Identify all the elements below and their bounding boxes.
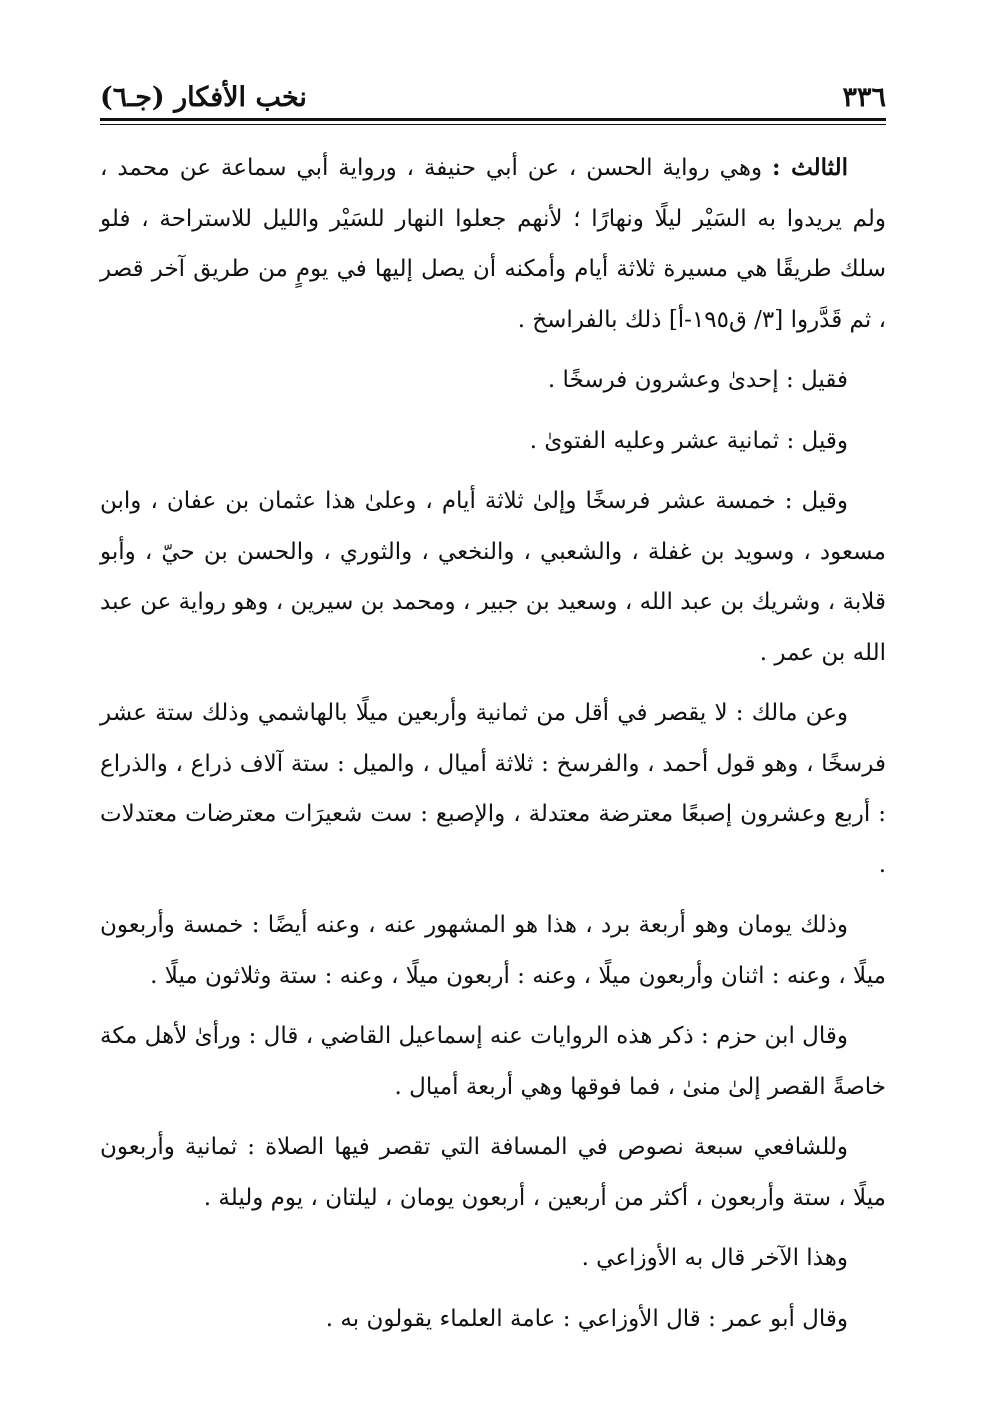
book-title: نخب الأفكار (جـ٦) (100, 81, 307, 113)
paragraph-1 (100, 143, 886, 345)
paragraph-1-lead: الثالث : (771, 154, 849, 181)
paragraph-9: وهذا الآخر قال به الأوزاعي . (581, 1245, 848, 1271)
paragraph-10: وقال أبو عمر : قال الأوزاعي : عامة العلماء يقولون به . (325, 1305, 848, 1332)
paragraph-1-text: وهي رواية الحسن ، عن أبي حنيفة ، ورواية أبي سماعة عن محمد ، ولم يريدوا به السَيْر ليلًا ونهارًا ؛ لأنهم جعلوا النهار للسَيْر والليل للاستراحة ، فلو سلك طريقًا هي مسيرة ثلاثة أيام وأمكنه أن يصل إليها في يومٍ من طريق آخر قصر ، ثم قَدَّروا [٣/ ق١٩٥-أ] ذلك بالفراسخ . (100, 155, 886, 333)
paragraph-7: وقال ابن حزم : ذكر هذه الروايات عنه إسماعيل القاضي ، قال : ورأىٰ لأهل مكة خاصةً القصر إلىٰ منىٰ ، فما فوقها وهي أربعة أميال . (100, 1023, 886, 1100)
paragraph-2: فقيل : إحدىٰ وعشرون فرسخًا . (547, 367, 848, 393)
paragraph-5: وعن مالك : لا يقصر في أقل من ثمانية وأربعين ميلًا بالهاشمي وذلك ستة عشر فرسخًا ، وهو قول أحمد ، والفرسخ : ثلاثة أميال ، والميل : ستة آلاف ذراع ، والذراع : أربع وعشرون إصبعًا معترضة معتدلة ، والإصبع : ست شعيرَات معترضات معتدلات . (100, 700, 886, 878)
paragraph-4: وقيل : خمسة عشر فرسخًا وإلىٰ ثلاثة أيام ، وعلىٰ هذا عثمان بن عفان ، وابن مسعود ، وسويد بن غفلة ، والشعبي ، والنخعي ، والثوري ، والحسن بن حيّ ، وأبو قلابة ، وشريك بن عبد الله ، وسعيد بن جبير ، ومحمد بن سيرين ، وهو رواية عن عبد الله بن عمر . (100, 488, 886, 666)
page-header (100, 66, 886, 114)
page-body (100, 143, 886, 1354)
paragraph-6: وذلك يومان وهو أربعة برد ، هذا هو المشهور عنه ، وعنه أيضًا : خمسة وأربعون ميلًا ، وعنه : اثنان وأربعون ميلًا ، وعنه : أربعون ميلًا ، وعنه : ستة وثلاثون ميلًا . (100, 912, 886, 989)
paragraph-3: وقيل : ثمانية عشر وعليه الفتوىٰ . (529, 427, 848, 454)
header-rule (100, 118, 886, 121)
paragraph-8: وللشافعي سبعة نصوص في المسافة التي تقصر فيها الصلاة : ثمانية وأربعون ميلًا ، ستة وأربعون ، أكثر من أربعين ، أربعون يومان ، ليلتان ، يوم وليلة . (100, 1134, 886, 1211)
page-number: ٣٣٦ (842, 81, 886, 113)
